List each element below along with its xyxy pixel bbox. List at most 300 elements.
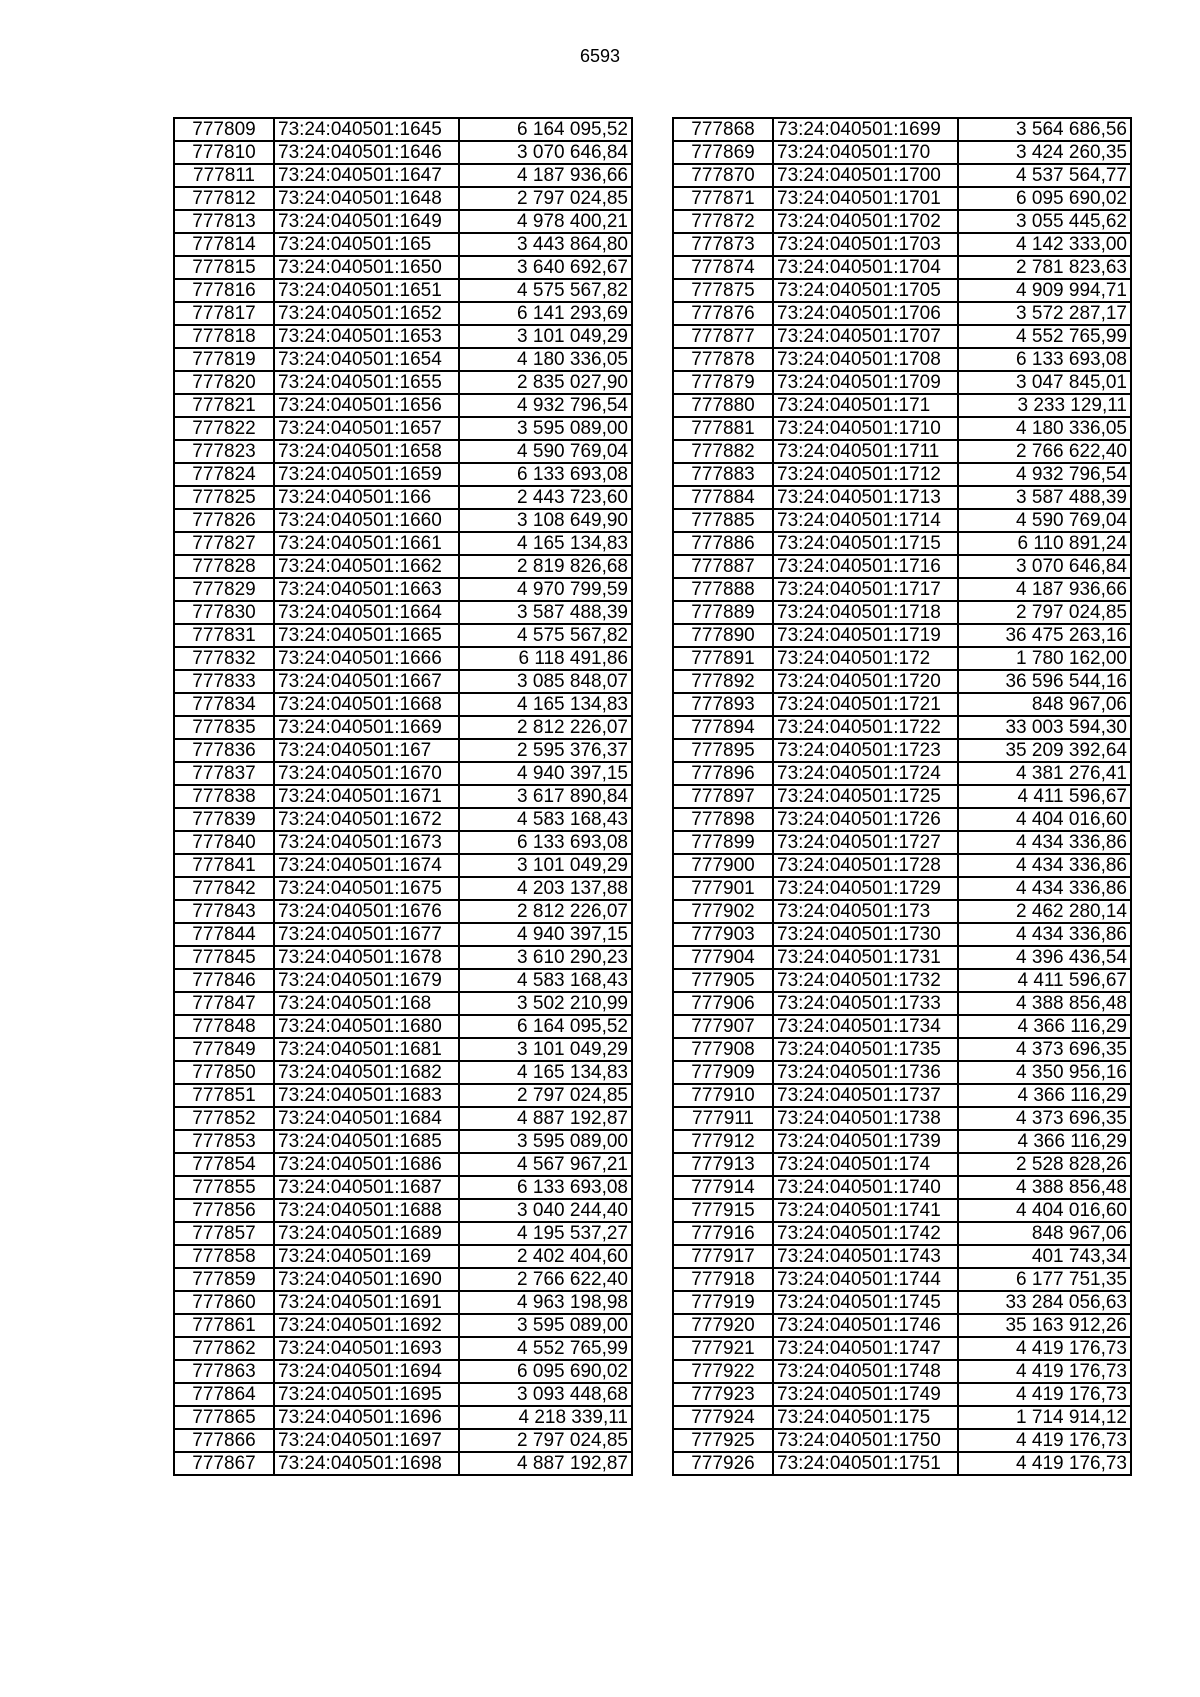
cadastral-number-cell: 73:24:040501:1697: [274, 1429, 459, 1452]
value-cell: 6 133 693,08: [459, 831, 632, 854]
cadastral-number-cell: 73:24:040501:1684: [274, 1107, 459, 1130]
value-cell: 2 797 024,85: [459, 187, 632, 210]
value-cell: 4 567 967,21: [459, 1153, 632, 1176]
cadastral-number-cell: 73:24:040501:1647: [274, 164, 459, 187]
row-number-cell: 777880: [673, 394, 773, 417]
cadastral-number-cell: 73:24:040501:1675: [274, 877, 459, 900]
table-row: [673, 670, 1131, 693]
table-row: [174, 279, 632, 302]
cadastral-number-cell: 73:24:040501:1658: [274, 440, 459, 463]
value-cell: 4 180 336,05: [459, 348, 632, 371]
table-row: [174, 1130, 632, 1153]
cadastral-number-cell: 73:24:040501:1667: [274, 670, 459, 693]
table-row: [673, 808, 1131, 831]
cadastral-number-cell: 73:24:040501:1668: [274, 693, 459, 716]
value-cell: 4 187 936,66: [958, 578, 1131, 601]
table-row: [174, 302, 632, 325]
value-cell: 2 781 823,63: [958, 256, 1131, 279]
row-number-cell: 777891: [673, 647, 773, 670]
cadastral-number-cell: 73:24:040501:1733: [773, 992, 958, 1015]
value-cell: 1 714 914,12: [958, 1406, 1131, 1429]
table-row: [174, 509, 632, 532]
table-row: [174, 785, 632, 808]
table-row: [673, 1360, 1131, 1383]
cadastral-number-cell: 73:24:040501:1674: [274, 854, 459, 877]
table-row: [673, 1130, 1131, 1153]
table-row: [673, 1383, 1131, 1406]
value-cell: 33 003 594,30: [958, 716, 1131, 739]
value-cell: 3 101 049,29: [459, 325, 632, 348]
row-number-cell: 777833: [174, 670, 274, 693]
row-number-cell: 777824: [174, 463, 274, 486]
table-row: [673, 831, 1131, 854]
cadastral-number-cell: 73:24:040501:1700: [773, 164, 958, 187]
table-row: [174, 831, 632, 854]
value-cell: 4 381 276,41: [958, 762, 1131, 785]
table-row: [673, 233, 1131, 256]
cadastral-number-cell: 73:24:040501:1712: [773, 463, 958, 486]
value-cell: 4 887 192,87: [459, 1452, 632, 1475]
row-number-cell: 777923: [673, 1383, 773, 1406]
value-cell: 6 118 491,86: [459, 647, 632, 670]
value-cell: 4 388 856,48: [958, 992, 1131, 1015]
cadastral-number-cell: 73:24:040501:1749: [773, 1383, 958, 1406]
cadastral-number-cell: 73:24:040501:1686: [274, 1153, 459, 1176]
cadastral-number-cell: 73:24:040501:1707: [773, 325, 958, 348]
row-number-cell: 777918: [673, 1268, 773, 1291]
table-row: [174, 555, 632, 578]
cadastral-number-cell: 73:24:040501:166: [274, 486, 459, 509]
value-cell: 4 411 596,67: [958, 969, 1131, 992]
value-cell: 2 819 826,68: [459, 555, 632, 578]
table-row: [174, 1245, 632, 1268]
cadastral-number-cell: 73:24:040501:1696: [274, 1406, 459, 1429]
cadastral-number-cell: 73:24:040501:1663: [274, 578, 459, 601]
row-number-cell: 777901: [673, 877, 773, 900]
value-cell: 6 164 095,52: [459, 118, 632, 141]
row-number-cell: 777844: [174, 923, 274, 946]
table-row: [174, 624, 632, 647]
value-cell: 3 595 089,00: [459, 1130, 632, 1153]
row-number-cell: 777922: [673, 1360, 773, 1383]
value-cell: 4 350 956,16: [958, 1061, 1131, 1084]
row-number-cell: 777925: [673, 1429, 773, 1452]
cadastral-number-cell: 73:24:040501:1679: [274, 969, 459, 992]
row-number-cell: 777871: [673, 187, 773, 210]
table-row: [673, 440, 1131, 463]
row-number-cell: 777919: [673, 1291, 773, 1314]
cadastral-number-cell: 73:24:040501:171: [773, 394, 958, 417]
row-number-cell: 777879: [673, 371, 773, 394]
value-cell: 3 443 864,80: [459, 233, 632, 256]
value-cell: 2 443 723,60: [459, 486, 632, 509]
value-cell: 4 419 176,73: [958, 1337, 1131, 1360]
row-number-cell: 777899: [673, 831, 773, 854]
cadastral-number-cell: 73:24:040501:1725: [773, 785, 958, 808]
table-row: [673, 486, 1131, 509]
value-cell: 3 047 845,01: [958, 371, 1131, 394]
cadastral-number-cell: 73:24:040501:165: [274, 233, 459, 256]
cadastral-number-cell: 73:24:040501:1650: [274, 256, 459, 279]
table-row: [673, 647, 1131, 670]
value-cell: 4 434 336,86: [958, 854, 1131, 877]
cadastral-number-cell: 73:24:040501:1727: [773, 831, 958, 854]
table-row: [174, 348, 632, 371]
row-number-cell: 777849: [174, 1038, 274, 1061]
cadastral-number-cell: 73:24:040501:1670: [274, 762, 459, 785]
row-number-cell: 777832: [174, 647, 274, 670]
row-number-cell: 777814: [174, 233, 274, 256]
row-number-cell: 777859: [174, 1268, 274, 1291]
cadastral-number-cell: 73:24:040501:1732: [773, 969, 958, 992]
cadastral-number-cell: 73:24:040501:1649: [274, 210, 459, 233]
cadastral-number-cell: 73:24:040501:1710: [773, 417, 958, 440]
row-number-cell: 777884: [673, 486, 773, 509]
row-number-cell: 777825: [174, 486, 274, 509]
cadastral-number-cell: 73:24:040501:1657: [274, 417, 459, 440]
table-row: [174, 1084, 632, 1107]
value-cell: 6 110 891,24: [958, 532, 1131, 555]
table-row: [673, 1176, 1131, 1199]
row-number-cell: 777924: [673, 1406, 773, 1429]
table-row: [673, 693, 1131, 716]
value-cell: 4 552 765,99: [459, 1337, 632, 1360]
value-cell: 3 101 049,29: [459, 1038, 632, 1061]
row-number-cell: 777828: [174, 555, 274, 578]
table-row: [673, 1314, 1131, 1337]
table-row: [174, 233, 632, 256]
table-row: [673, 1038, 1131, 1061]
row-number-cell: 777894: [673, 716, 773, 739]
table-row: [673, 417, 1131, 440]
table-row: [174, 808, 632, 831]
cadastral-number-cell: 73:24:040501:1720: [773, 670, 958, 693]
cadastral-number-cell: 73:24:040501:1747: [773, 1337, 958, 1360]
cadastral-number-cell: 73:24:040501:1659: [274, 463, 459, 486]
cadastral-number-cell: 73:24:040501:1690: [274, 1268, 459, 1291]
value-cell: 2 462 280,14: [958, 900, 1131, 923]
table-row: [174, 256, 632, 279]
cadastral-number-cell: 73:24:040501:1708: [773, 348, 958, 371]
table-row: [174, 670, 632, 693]
value-cell: 6 164 095,52: [459, 1015, 632, 1038]
cadastral-number-cell: 73:24:040501:1689: [274, 1222, 459, 1245]
row-number-cell: 777861: [174, 1314, 274, 1337]
table-row: [174, 1199, 632, 1222]
value-cell: 401 743,34: [958, 1245, 1131, 1268]
table-row: [174, 601, 632, 624]
row-number-cell: 777874: [673, 256, 773, 279]
value-cell: 3 085 848,07: [459, 670, 632, 693]
table-row: [174, 647, 632, 670]
row-number-cell: 777911: [673, 1107, 773, 1130]
value-cell: 4 590 769,04: [958, 509, 1131, 532]
value-cell: 3 564 686,56: [958, 118, 1131, 141]
row-number-cell: 777881: [673, 417, 773, 440]
table-row: [673, 1084, 1131, 1107]
row-number-cell: 777845: [174, 946, 274, 969]
row-number-cell: 777817: [174, 302, 274, 325]
table-row: [174, 187, 632, 210]
value-cell: 4 940 397,15: [459, 762, 632, 785]
cadastral-number-cell: 73:24:040501:1651: [274, 279, 459, 302]
value-cell: 6 177 751,35: [958, 1268, 1131, 1291]
cadastral-number-cell: 73:24:040501:1678: [274, 946, 459, 969]
table-row: [174, 693, 632, 716]
table-row: [174, 762, 632, 785]
row-number-cell: 777916: [673, 1222, 773, 1245]
cadastral-number-cell: 73:24:040501:1730: [773, 923, 958, 946]
cadastral-number-cell: 73:24:040501:173: [773, 900, 958, 923]
cadastral-number-cell: 73:24:040501:1721: [773, 693, 958, 716]
value-cell: 4 165 134,83: [459, 693, 632, 716]
cadastral-number-cell: 73:24:040501:1746: [773, 1314, 958, 1337]
row-number-cell: 777872: [673, 210, 773, 233]
table-row: [174, 1061, 632, 1084]
cadastral-number-cell: 73:24:040501:1698: [274, 1452, 459, 1475]
value-cell: 4 552 765,99: [958, 325, 1131, 348]
table-row: [673, 1429, 1131, 1452]
row-number-cell: 777904: [673, 946, 773, 969]
cadastral-number-cell: 73:24:040501:1671: [274, 785, 459, 808]
value-cell: 4 411 596,67: [958, 785, 1131, 808]
value-cell: 3 587 488,39: [459, 601, 632, 624]
cadastral-number-cell: 73:24:040501:1713: [773, 486, 958, 509]
value-cell: 4 932 796,54: [958, 463, 1131, 486]
row-number-cell: 777889: [673, 601, 773, 624]
row-number-cell: 777853: [174, 1130, 274, 1153]
cadastral-number-cell: 73:24:040501:1687: [274, 1176, 459, 1199]
row-number-cell: 777921: [673, 1337, 773, 1360]
value-cell: 6 133 693,08: [459, 1176, 632, 1199]
value-cell: 848 967,06: [958, 693, 1131, 716]
row-number-cell: 777900: [673, 854, 773, 877]
table-row: [673, 118, 1131, 141]
value-cell: 4 373 696,35: [958, 1107, 1131, 1130]
table-row: [673, 601, 1131, 624]
table-row: [673, 1406, 1131, 1429]
value-cell: 4 366 116,29: [958, 1130, 1131, 1153]
value-cell: 4 978 400,21: [459, 210, 632, 233]
value-cell: 35 209 392,64: [958, 739, 1131, 762]
row-number-cell: 777873: [673, 233, 773, 256]
value-cell: 3 502 210,99: [459, 992, 632, 1015]
row-number-cell: 777815: [174, 256, 274, 279]
value-cell: 3 640 692,67: [459, 256, 632, 279]
value-cell: 4 434 336,86: [958, 877, 1131, 900]
row-number-cell: 777864: [174, 1383, 274, 1406]
value-cell: 2 812 226,07: [459, 716, 632, 739]
cadastral-number-cell: 73:24:040501:1736: [773, 1061, 958, 1084]
cadastral-number-cell: 73:24:040501:170: [773, 141, 958, 164]
row-number-cell: 777908: [673, 1038, 773, 1061]
cadastral-number-cell: 73:24:040501:1664: [274, 601, 459, 624]
value-cell: 3 040 244,40: [459, 1199, 632, 1222]
value-cell: 33 284 056,63: [958, 1291, 1131, 1314]
cadastral-number-cell: 73:24:040501:1717: [773, 578, 958, 601]
cadastral-number-cell: 73:24:040501:1709: [773, 371, 958, 394]
value-cell: 3 610 290,23: [459, 946, 632, 969]
value-cell: 6 133 693,08: [459, 463, 632, 486]
value-cell: 4 366 116,29: [958, 1015, 1131, 1038]
row-number-cell: 777883: [673, 463, 773, 486]
cadastral-number-cell: 73:24:040501:1666: [274, 647, 459, 670]
value-cell: 2 835 027,90: [459, 371, 632, 394]
row-number-cell: 777821: [174, 394, 274, 417]
row-number-cell: 777851: [174, 1084, 274, 1107]
cadastral-number-cell: 73:24:040501:1653: [274, 325, 459, 348]
cadastral-number-cell: 73:24:040501:1661: [274, 532, 459, 555]
cadastral-number-cell: 73:24:040501:1648: [274, 187, 459, 210]
table-row: [673, 463, 1131, 486]
value-cell: 4 396 436,54: [958, 946, 1131, 969]
row-number-cell: 777868: [673, 118, 773, 141]
cadastral-number-cell: 73:24:040501:1676: [274, 900, 459, 923]
table-row: [174, 1176, 632, 1199]
cadastral-number-cell: 73:24:040501:1714: [773, 509, 958, 532]
value-cell: 3 101 049,29: [459, 854, 632, 877]
table-row: [673, 739, 1131, 762]
value-cell: 6 095 690,02: [459, 1360, 632, 1383]
cadastral-number-cell: 73:24:040501:1655: [274, 371, 459, 394]
row-number-cell: 777809: [174, 118, 274, 141]
row-number-cell: 777869: [673, 141, 773, 164]
table-row: [174, 1406, 632, 1429]
cadastral-number-cell: 73:24:040501:1691: [274, 1291, 459, 1314]
row-number-cell: 777912: [673, 1130, 773, 1153]
value-cell: 2 797 024,85: [459, 1084, 632, 1107]
cadastral-number-cell: 73:24:040501:1682: [274, 1061, 459, 1084]
cadastral-number-cell: 73:24:040501:1693: [274, 1337, 459, 1360]
row-number-cell: 777858: [174, 1245, 274, 1268]
value-cell: 4 963 198,98: [459, 1291, 632, 1314]
table-row: [673, 325, 1131, 348]
row-number-cell: 777860: [174, 1291, 274, 1314]
row-number-cell: 777862: [174, 1337, 274, 1360]
value-cell: 1 780 162,00: [958, 647, 1131, 670]
table-row: [174, 739, 632, 762]
value-cell: 4 203 137,88: [459, 877, 632, 900]
cadastral-number-cell: 73:24:040501:1728: [773, 854, 958, 877]
cadastral-number-cell: 73:24:040501:1715: [773, 532, 958, 555]
cadastral-number-cell: 73:24:040501:1718: [773, 601, 958, 624]
cadastral-number-cell: 73:24:040501:1645: [274, 118, 459, 141]
value-cell: 3 595 089,00: [459, 1314, 632, 1337]
table-row: [673, 785, 1131, 808]
cadastral-number-cell: 73:24:040501:169: [274, 1245, 459, 1268]
value-cell: 4 165 134,83: [459, 1061, 632, 1084]
row-number-cell: 777863: [174, 1360, 274, 1383]
table-row: [673, 1245, 1131, 1268]
cadastral-number-cell: 73:24:040501:1738: [773, 1107, 958, 1130]
cadastral-number-cell: 73:24:040501:1677: [274, 923, 459, 946]
value-cell: 4 404 016,60: [958, 1199, 1131, 1222]
cadastral-number-cell: 73:24:040501:1652: [274, 302, 459, 325]
row-number-cell: 777811: [174, 164, 274, 187]
row-number-cell: 777835: [174, 716, 274, 739]
value-cell: 3 587 488,39: [958, 486, 1131, 509]
table-row: [174, 1268, 632, 1291]
value-cell: 3 108 649,90: [459, 509, 632, 532]
table-row: [673, 1337, 1131, 1360]
table-row: [174, 1337, 632, 1360]
value-cell: 4 180 336,05: [958, 417, 1131, 440]
cadastral-number-cell: 73:24:040501:1751: [773, 1452, 958, 1475]
row-number-cell: 777903: [673, 923, 773, 946]
table-row: [673, 1452, 1131, 1475]
row-number-cell: 777905: [673, 969, 773, 992]
row-number-cell: 777822: [174, 417, 274, 440]
row-number-cell: 777896: [673, 762, 773, 785]
registry-table-left: [173, 117, 633, 1476]
value-cell: 4 419 176,73: [958, 1383, 1131, 1406]
row-number-cell: 777810: [174, 141, 274, 164]
table-row: [673, 1291, 1131, 1314]
table-row: [174, 394, 632, 417]
table-row: [673, 187, 1131, 210]
table-row: [673, 1222, 1131, 1245]
row-number-cell: 777836: [174, 739, 274, 762]
row-number-cell: 777893: [673, 693, 773, 716]
table-row: [673, 394, 1131, 417]
cadastral-number-cell: 73:24:040501:1699: [773, 118, 958, 141]
table-row: [174, 1429, 632, 1452]
row-number-cell: 777890: [673, 624, 773, 647]
cadastral-number-cell: 73:24:040501:1723: [773, 739, 958, 762]
cadastral-number-cell: 73:24:040501:1656: [274, 394, 459, 417]
table-row: [174, 1153, 632, 1176]
value-cell: 3 595 089,00: [459, 417, 632, 440]
value-cell: 4 218 339,11: [459, 1406, 632, 1429]
table-row: [673, 578, 1131, 601]
table-row: [174, 946, 632, 969]
value-cell: 4 195 537,27: [459, 1222, 632, 1245]
row-number-cell: 777910: [673, 1084, 773, 1107]
row-number-cell: 777841: [174, 854, 274, 877]
value-cell: 4 165 134,83: [459, 532, 632, 555]
table-row: [673, 762, 1131, 785]
value-cell: 3 070 646,84: [459, 141, 632, 164]
row-number-cell: 777842: [174, 877, 274, 900]
table-row: [673, 210, 1131, 233]
cadastral-number-cell: 73:24:040501:1646: [274, 141, 459, 164]
cadastral-number-cell: 73:24:040501:1744: [773, 1268, 958, 1291]
cadastral-number-cell: 73:24:040501:1743: [773, 1245, 958, 1268]
cadastral-number-cell: 73:24:040501:1706: [773, 302, 958, 325]
cadastral-number-cell: 73:24:040501:1695: [274, 1383, 459, 1406]
value-cell: 2 766 622,40: [958, 440, 1131, 463]
value-cell: 4 142 333,00: [958, 233, 1131, 256]
value-cell: 848 967,06: [958, 1222, 1131, 1245]
row-number-cell: 777914: [673, 1176, 773, 1199]
table-row: [174, 463, 632, 486]
row-number-cell: 777855: [174, 1176, 274, 1199]
value-cell: 6 141 293,69: [459, 302, 632, 325]
table-row: [174, 1107, 632, 1130]
table-row: [673, 1107, 1131, 1130]
table-row: [673, 900, 1131, 923]
row-number-cell: 777886: [673, 532, 773, 555]
cadastral-number-cell: 73:24:040501:1673: [274, 831, 459, 854]
table-row: [174, 164, 632, 187]
value-cell: 4 590 769,04: [459, 440, 632, 463]
row-number-cell: 777902: [673, 900, 773, 923]
value-cell: 4 404 016,60: [958, 808, 1131, 831]
value-cell: 36 475 263,16: [958, 624, 1131, 647]
value-cell: 3 070 646,84: [958, 555, 1131, 578]
row-number-cell: 777913: [673, 1153, 773, 1176]
table-row: [673, 946, 1131, 969]
